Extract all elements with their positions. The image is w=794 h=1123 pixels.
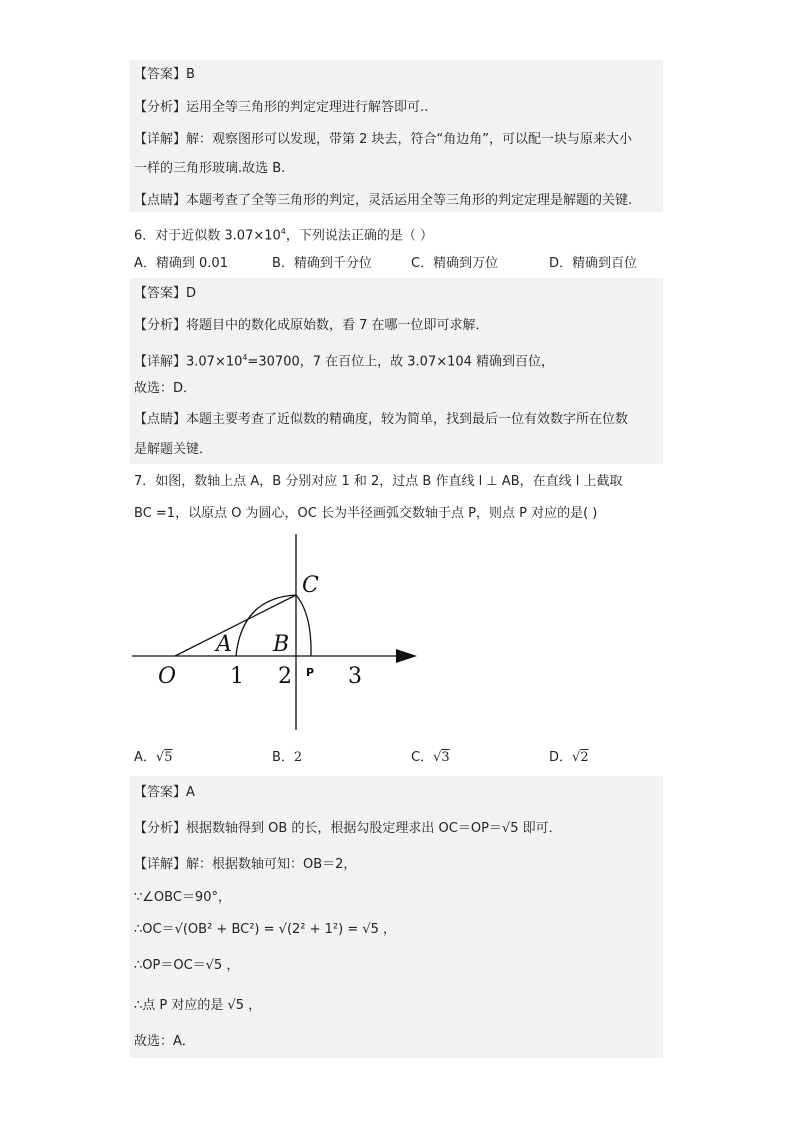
q6-option-d: D．精确到百位 — [549, 256, 638, 271]
q7-option-d: D．√2 — [549, 750, 589, 765]
q7-stem-line-1: 7．如图，数轴上点 A，B 分别对应 1 和 2，过点 B 作直线 l ⊥ AB，在直线 l 上截取 — [134, 474, 623, 489]
q7-detail-line-4: ∴OP＝OC＝√5 ， — [134, 958, 240, 973]
q7-stem-line-2: BC =1，以原点 O 为圆心，OC 长为半径画弧交数轴于点 P，则点 P 对应的是( ) — [134, 506, 598, 521]
x-axis-arrow — [396, 649, 417, 663]
q7-answer: 【答案】A — [134, 785, 195, 800]
arc-c-to-p — [296, 595, 311, 656]
q5-answer: 【答案】B — [134, 67, 195, 82]
q6-answer: 【答案】D — [134, 286, 197, 301]
label-c: C — [302, 573, 319, 598]
label-o: O — [158, 664, 177, 689]
q5-comment: 【点睛】本题考查了全等三角形的判定，灵活运用全等三角形的判定定理是解题的关键. — [134, 193, 633, 208]
q6-choose: 故选：D． — [134, 381, 197, 396]
q5-analysis: 【分析】运用全等三角形的判定定理进行解答即可.. — [134, 100, 429, 115]
q7-detail-line-1: 【详解】解：根据数轴可知：OB＝2， — [134, 857, 357, 872]
tick-label-3: 3 — [348, 664, 362, 689]
q7-choose: 故选：A． — [134, 1034, 195, 1049]
q7-analysis: 【分析】根据数轴得到 OB 的长，根据勾股定理求出 OC＝OP＝√5 即可． — [134, 821, 562, 836]
q7-option-b: B．2 — [272, 750, 303, 765]
q5-detail-line-2: 一样的三角形玻璃.故选 B. — [134, 161, 286, 176]
q6-analysis: 【分析】将题目中的数化成原始数，看 7 在哪一位即可求解． — [134, 318, 489, 333]
q5-detail-line-1: 【详解】解：观察图形可以发现，带第 2 块去，符合“角边角”，可以配一块与原来大小 — [134, 132, 633, 147]
label-b: B — [273, 632, 290, 657]
q6-stem: 6．对于近似数 $3.07\times 10^4$，下列说法正确的是（ ） — [134, 227, 434, 244]
q6-comment-line-2: 是解题关键． — [134, 442, 213, 457]
tick-label-1: 1 — [230, 664, 244, 689]
q7-option-a: A．√5 — [134, 750, 173, 765]
tick-label-2: 2 — [278, 664, 292, 689]
label-a: A — [216, 632, 232, 657]
q7-detail-line-2: ∵∠OBC＝90°， — [134, 890, 231, 905]
label-p: P — [306, 666, 315, 679]
q7-option-c: C．√3 — [411, 750, 450, 765]
q6-option-b: B．精确到千分位 — [272, 256, 372, 271]
q6-option-c: C．精确到万位 — [411, 256, 499, 271]
q6-detail: 【详解】$3.07\times 10^4=30700$，7 在百位上，故 3.07×104 精确到百位， — [134, 353, 555, 370]
q7-detail-line-5: ∴点 P 对应的是 √5 ， — [134, 998, 262, 1013]
q6-comment-line-1: 【点睛】本题主要考查了近似数的精确度，较为简单，找到最后一位有效数字所在位数 — [134, 412, 629, 427]
q7-number-line-figure — [130, 532, 430, 732]
q7-detail-line-3: ∴OC＝√(OB² + BC²) = √(2² + 1²) = √5 ， — [134, 922, 397, 937]
q6-option-a: A．精确到 0.01 — [134, 256, 228, 271]
